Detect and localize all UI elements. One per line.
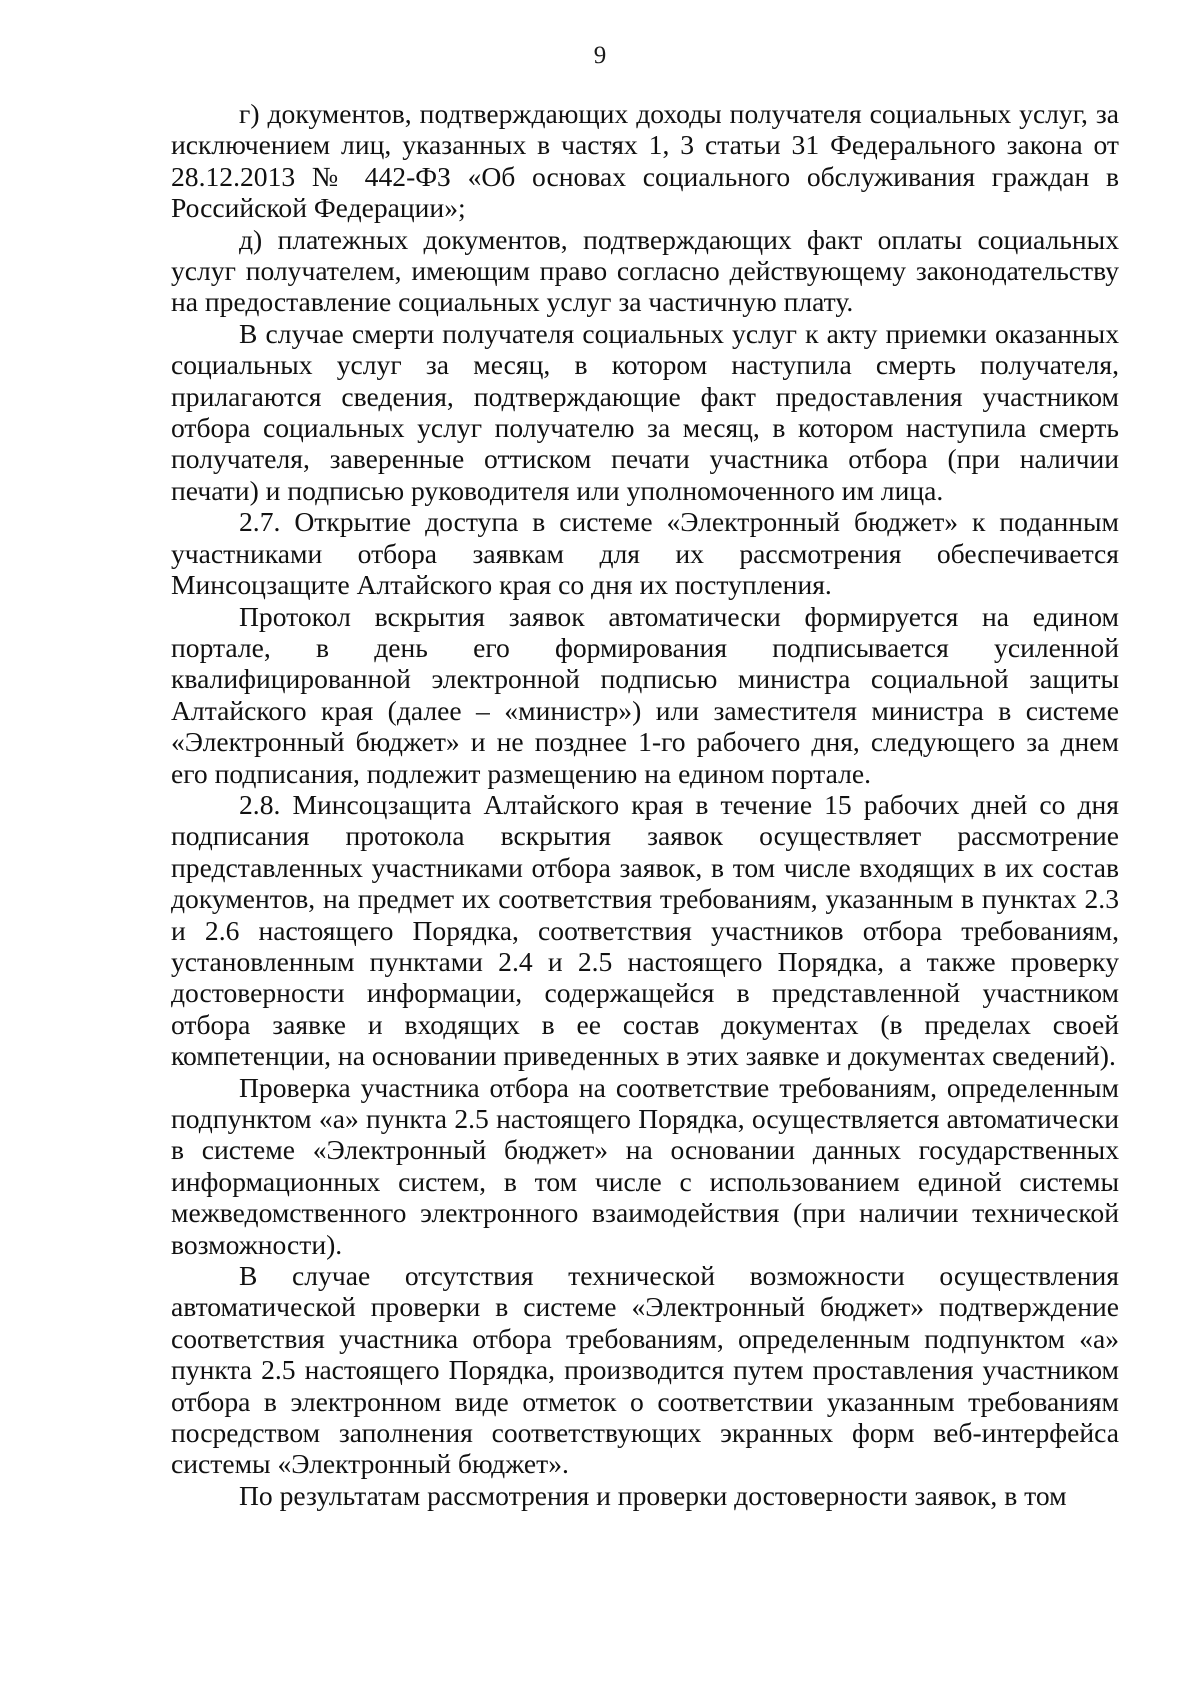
paragraph-g-income-documents: г) документов, подтверждающих доходы получателя социальных услуг, за исключением лиц, указанных в частях 1, 3 статьи 31 Федерального закона от 28.12.2013 № 442-ФЗ «Об основах социального обслуживания граждан в Российской Федерации»; — [171, 98, 1119, 224]
paragraph-d-payment-documents: д) платежных документов, подтверждающих факт оплаты социальных услуг получателем, имеющим право согласно действующему законодательству на предоставление социальных услуг за частичную плату. — [171, 223, 1119, 318]
page-number: 9 — [593, 42, 607, 69]
paragraph-review-results: По результатам рассмотрения и проверки достоверности заявок, в том — [239, 1479, 1067, 1511]
paragraph-death-of-recipient: В случае смерти получателя социальных услуг к акту приемки оказанных социальных услуг за месяц, в котором наступила смерть получателя, прилагаются сведения, подтверждающие факт предоставления участником отбора социальных услуг получателю за месяц, в котором наступила смерть получателя, заверенные оттиском печати участника отбора (при наличии печати) и подписью руководителя или уполномоченного им лица. — [171, 317, 1119, 506]
paragraph-opening-protocol: Протокол вскрытия заявок автоматически формируется на едином портале, в день его формирования подписывается усиленной квалифицированной электронной подписью министра социальной защиты Алтайского края (далее – «министр») или заместителя министра в системе «Электронный бюджет» и не позднее 1-го рабочего дня, следующего за днем его подписания, подлежит размещению на едином портале. — [171, 600, 1119, 789]
document-body — [171, 98, 1119, 1511]
paragraph-2-7-access: 2.7. Открытие доступа в системе «Электронный бюджет» к поданным участниками отбора заявкам для их рассмотрения обеспечивается Минсоцзащите Алтайского края со дня их поступления. — [171, 506, 1119, 601]
paragraph-manual-confirmation: В случае отсутствия технической возможности осуществления автоматической проверки в системе «Электронный бюджет» подтверждение соответствия участника отбора требованиям, определенным подпунктом «а» пункта 2.5 настоящего Порядка, производится путем проставления участником отбора в электронном виде отметок о соответствии указанным требованиям посредством заполнения соответствующих экранных форм веб-интерфейса системы «Электронный бюджет». — [171, 1260, 1119, 1480]
paragraph-automatic-check: Проверка участника отбора на соответствие требованиям, определенным подпунктом «а» пункта 2.5 настоящего Порядка, осуществляется автоматически в системе «Электронный бюджет» на основании данных государственных информационных систем, в том числе с использованием единой системы межведомственного электронного взаимодействия (при наличии технической возможности). — [171, 1071, 1119, 1260]
paragraph-2-8-review: 2.8. Минсоцзащита Алтайского края в течение 15 рабочих дней со дня подписания протокола вскрытия заявок осуществляет рассмотрение представленных участниками отбора заявок, в том числе входящих в их состав документов, на предмет их соответствия требованиям, указанным в пунктах 2.3 и 2.6 настоящего Порядка, соответствия участников отбора требованиям, установленным пунктами 2.4 и 2.5 настоящего Порядка, а также проверку достоверности информации, содержащейся в представленной участником отбора заявке и входящих в ее состав документах (в пределах своей компетенции, на основании приведенных в этих заявке и документах сведений). — [171, 788, 1119, 1072]
